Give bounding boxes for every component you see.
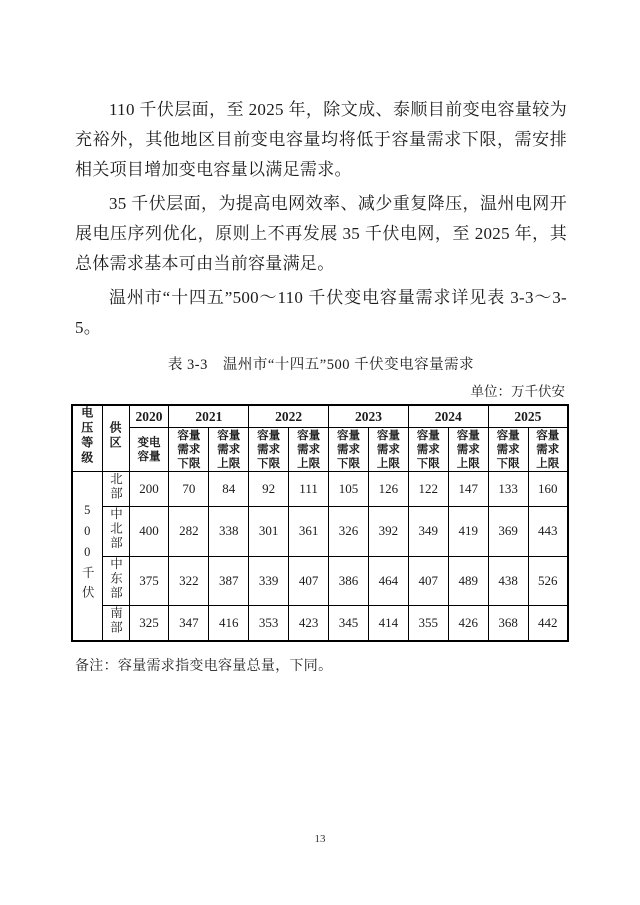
table-row-mid-north — [72, 507, 568, 557]
table-cell: 111 — [289, 472, 329, 507]
table-cell: 126 — [368, 472, 408, 507]
header-year-2025: 2025 — [488, 405, 568, 428]
table-unit-label: 单位：万千伏安 — [470, 384, 565, 399]
region-cell — [102, 507, 129, 557]
table-cell: 325 — [129, 606, 169, 642]
paragraph-table-reference: 温州市“十四五”500～110 千伏变电容量需求详见表 3-3～3-5。 — [75, 288, 567, 337]
header-capacity-2020 — [129, 428, 169, 472]
table-cell: 414 — [368, 606, 408, 642]
header-upper-2024 — [448, 428, 488, 472]
table-cell: 84 — [209, 472, 249, 507]
region-cell — [102, 472, 129, 507]
header-upper-2021 — [209, 428, 249, 472]
table-cell: 301 — [249, 507, 289, 557]
header-upper-text: 容量需求上限 — [297, 429, 321, 470]
header-year-2023: 2023 — [329, 405, 409, 428]
table-cell: 416 — [209, 606, 249, 642]
header-lower-2021 — [169, 428, 209, 472]
table-cell: 338 — [209, 507, 249, 557]
paragraph-35kv: 35 千伏层面，为提高电网效率、减少重复降压，温州电网开展电压序列优化，原则上不再发展 35 千伏电网，至 2025 年，其总体需求基本可由当前容量满足。 — [75, 194, 567, 273]
header-lower-text: 容量需求下限 — [257, 429, 281, 470]
table-cell: 361 — [289, 507, 329, 557]
header-year-2021: 2021 — [169, 405, 249, 428]
header-upper-2022 — [289, 428, 329, 472]
region-cell — [102, 606, 129, 642]
header-lower-2022 — [249, 428, 289, 472]
table-note: 备注：容量需求指变电容量总量，下同。 — [75, 659, 333, 674]
table-cell: 349 — [408, 507, 448, 557]
header-upper-text: 容量需求上限 — [456, 429, 480, 470]
header-upper-2025 — [528, 428, 568, 472]
table-cell: 387 — [209, 556, 249, 606]
table-cell: 419 — [448, 507, 488, 557]
header-upper-2023 — [368, 428, 408, 472]
table-header-row-sub — [72, 428, 568, 472]
header-voltage-level-text: 电压等级 — [79, 406, 94, 466]
header-year-2022: 2022 — [249, 405, 329, 428]
header-lower-text: 容量需求下限 — [496, 429, 520, 470]
table-cell: 407 — [289, 556, 329, 606]
table-cell: 345 — [329, 606, 369, 642]
header-lower-2023 — [329, 428, 369, 472]
header-upper-text: 容量需求上限 — [217, 429, 241, 470]
page-content — [75, 95, 567, 675]
header-year-2020: 2020 — [129, 405, 169, 428]
table-cell: 423 — [289, 606, 329, 642]
header-voltage-level — [72, 405, 102, 472]
region-cell — [102, 556, 129, 606]
header-year-2024: 2024 — [408, 405, 488, 428]
region-text: 北部 — [108, 472, 123, 501]
table-cell: 353 — [249, 606, 289, 642]
table-cell: 438 — [488, 556, 528, 606]
table-cell: 147 — [448, 472, 488, 507]
table-cell: 322 — [169, 556, 209, 606]
table-header-row-years — [72, 405, 568, 428]
header-upper-text: 容量需求上限 — [536, 429, 560, 470]
page-number: 13 — [314, 833, 326, 845]
table-cell: 347 — [169, 606, 209, 642]
region-text: 中东部 — [108, 556, 123, 600]
table-cell: 400 — [129, 507, 169, 557]
table-cell: 443 — [528, 507, 568, 557]
header-lower-text: 容量需求下限 — [336, 429, 360, 470]
table-cell: 386 — [329, 556, 369, 606]
table-cell: 282 — [169, 507, 209, 557]
table-cell: 339 — [249, 556, 289, 606]
table-cell: 442 — [528, 606, 568, 642]
paragraph-110kv: 110 千伏层面，至 2025 年，除文成、泰顺目前变电容量较为充裕外，其他地区目前变电容量均将低于容量需求下限，需安排相关项目增加变电容量以满足需求。 — [75, 100, 567, 179]
table-cell: 122 — [408, 472, 448, 507]
table-cell: 426 — [448, 606, 488, 642]
header-lower-2025 — [488, 428, 528, 472]
table-cell: 489 — [448, 556, 488, 606]
table-cell: 160 — [528, 472, 568, 507]
table-cell: 375 — [129, 556, 169, 606]
table-cell: 369 — [488, 507, 528, 557]
table-row-mid-east — [72, 556, 568, 606]
header-lower-text: 容量需求下限 — [416, 429, 440, 470]
header-region — [102, 405, 129, 472]
table-cell: 355 — [408, 606, 448, 642]
header-capacity-2020-text: 变电容量 — [137, 436, 161, 463]
header-lower-text: 容量需求下限 — [177, 429, 201, 470]
table-cell: 464 — [368, 556, 408, 606]
region-text: 中北部 — [108, 507, 123, 551]
header-region-text: 供区 — [108, 421, 122, 451]
table-cell: 326 — [329, 507, 369, 557]
region-text: 南部 — [108, 606, 123, 635]
table-cell: 133 — [488, 472, 528, 507]
table-cell: 200 — [129, 472, 169, 507]
header-lower-2024 — [408, 428, 448, 472]
table-title: 表 3-3 温州市“十四五”500 千伏变电容量需求 — [167, 357, 475, 373]
table-cell: 105 — [329, 472, 369, 507]
table-cell: 368 — [488, 606, 528, 642]
capacity-demand-table — [71, 404, 569, 642]
table-cell: 407 — [408, 556, 448, 606]
table-row-north — [72, 472, 568, 507]
table-cell: 526 — [528, 556, 568, 606]
table-cell: 92 — [249, 472, 289, 507]
header-upper-text: 容量需求上限 — [376, 429, 400, 470]
table-cell: 70 — [169, 472, 209, 507]
voltage-group-cell — [72, 472, 102, 642]
table-cell: 392 — [368, 507, 408, 557]
voltage-group-text: 500千伏 — [80, 502, 95, 605]
table-row-south — [72, 606, 568, 642]
